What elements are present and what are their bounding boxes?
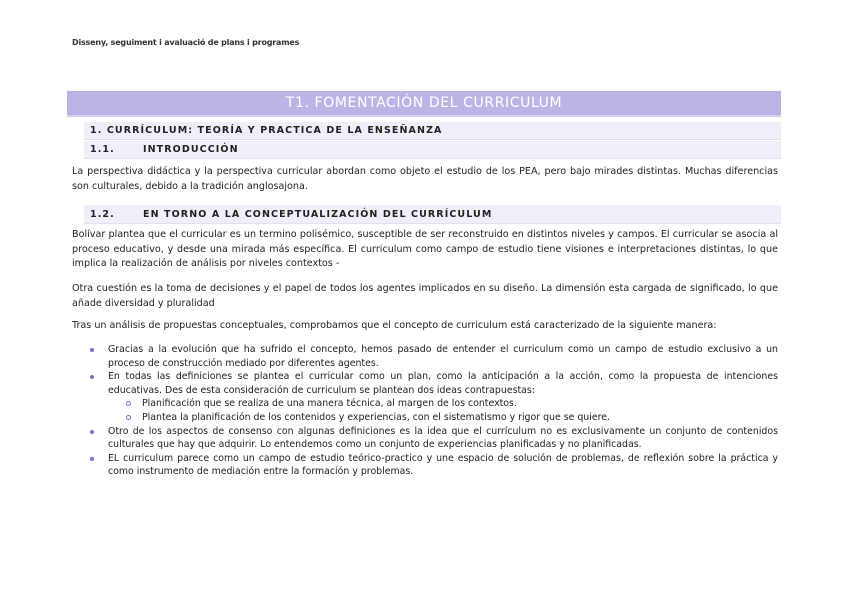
sub-list-item-text: Plantea la planificación de los contenidos y experiencias, con el sistematismo y rigor que se quiere. [142,411,611,423]
list-item [90,370,778,424]
section-heading-1 [84,122,781,140]
section-heading-1-1 [84,141,781,159]
paragraph-bolivar: Bolívar plantea que el curricular es un termino polisémico, susceptible de ser reconstruido en distintos niveles y campos. El curricular se asocia al proceso educativo, y desde una mirada más específica. El curriculum como campo de estudio tiene visiones e interpretaciones distintas, lo que implica la realización de análisis por niveles contextos - [72,229,778,270]
list-item [90,425,778,452]
list-item-text: EL curriculum parece como un campo de estudio teórico-practico y une espacio de solución de problemas, de reflexión sobre la práctica y como instrumento de mediación entre la formación y problemas. [108,452,778,478]
chapter-title: T1. FOMENTACIÓN DEL CURRICULUM [285,95,563,111]
paragraph-analysis: Tras un análisis de propuestas conceptuales, comprobamos que el concepto de curriculum está caracterizado de la siguiente manera: [72,320,717,331]
bullet-icon [90,430,94,434]
chapter-title-band [67,91,781,117]
sub-list-item-text: Planificación que se realiza de una manera técnica, al margen de los contextos. [142,398,517,410]
list-item [90,452,778,479]
hollow-bullet-icon [126,415,131,420]
bullet-icon [90,457,94,461]
list-item [90,343,778,370]
paragraph-introduction: La perspectiva didáctica y la perspectiva curricular abordan como objeto el estudio de los PEA, pero bajo mirades distintas. Muchas diferencias son culturales, debido a la tradición anglosajona. [72,166,778,192]
bullet-icon [90,348,94,352]
paragraph-decisions: Otra cuestión es la toma de decisiones y el papel de todos los agentes implicados en su diseño. La dimensión esta cargada de significado, lo que añade diversidad y pluralidad [72,283,778,309]
list-item-text: Otro de los aspectos de consenso con algunas definiciones es la idea que el currículum no es exclusivamente un conjunto de contenidos culturales que hay que adquirir. Lo entendemos como un conjunto de experiencias planificadas y no planificadas. [108,425,778,451]
characteristics-list [90,343,778,479]
section-heading-1-2-number: 1.2. [90,208,115,220]
section-heading-1-1-label: INTRODUCCIÓN [143,144,239,155]
sub-list-item [108,397,778,411]
section-heading-1-1-number: 1.1. [90,144,115,155]
hollow-bullet-icon [126,401,131,406]
section-heading-1-label: 1. CURRÍCULUM: TEORÍA Y PRACTICA DE LA ENSEÑANZA [90,125,443,136]
bullet-icon [90,375,94,379]
sub-list [108,397,778,424]
section-heading-1-2-label: EN TORNO A LA CONCEPTUALIZACIÓN DEL CURRÍCULUM [143,208,493,220]
section-heading-1-2 [84,205,781,224]
list-item-text: Gracias a la evolución que ha sufrido el concepto, hemos pasado de entender el curriculum como un campo de estudio exclusivo a un proceso de construcción mediado por diferentes agentes. [108,344,778,369]
sub-list-item [108,411,778,425]
list-item-text: En todas las definiciones se plantea el curricular como un plan, como la anticipación a la acción, como la propuesta de intenciones educativas. Des de esta consideración de curriculum se plantean dos ideas contrapuestas: [108,371,778,396]
running-header: Disseny, seguiment i avaluació de plans i programes [72,38,300,47]
